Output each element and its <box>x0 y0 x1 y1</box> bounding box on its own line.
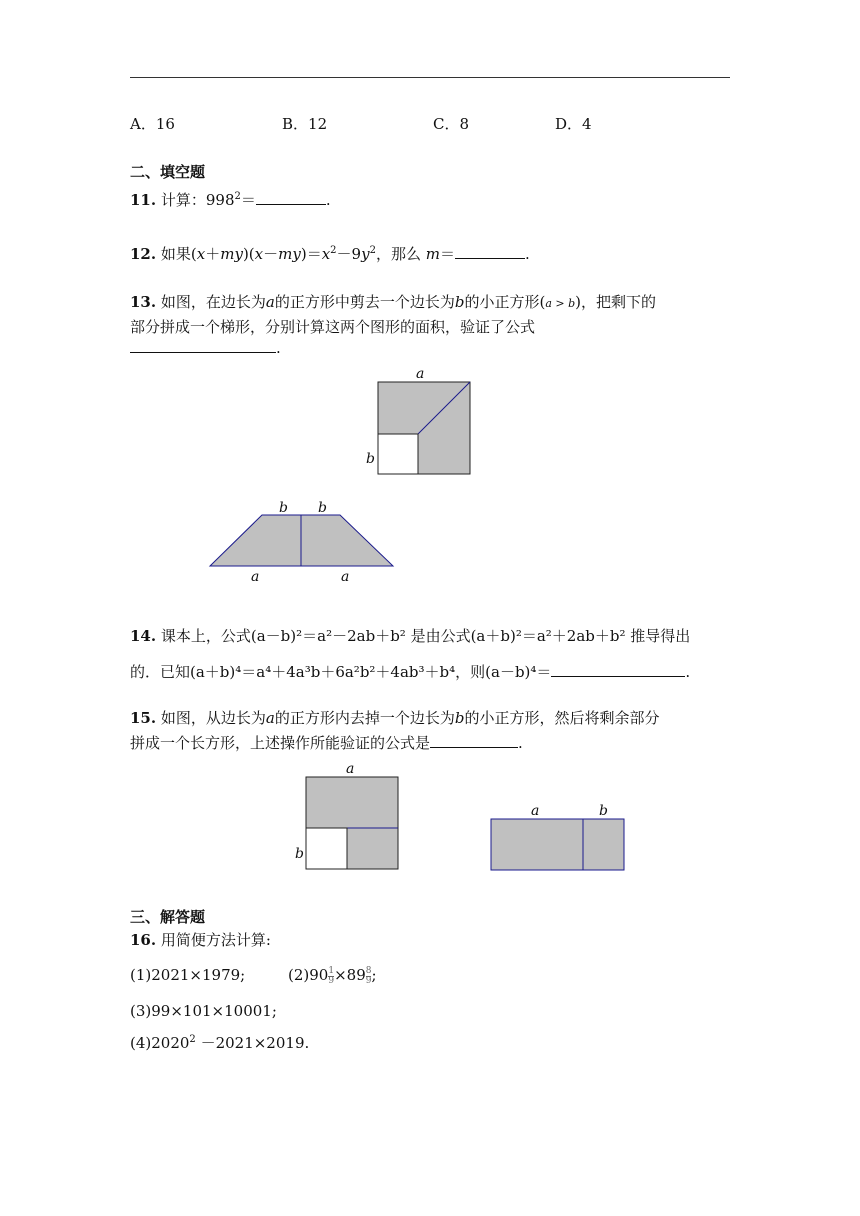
question-14-line1 <box>130 625 690 646</box>
var-m: m <box>425 245 440 263</box>
frac-den: 9 <box>365 975 372 986</box>
frac-num: 8 <box>365 965 372 976</box>
q13-text: 的小正方形( <box>464 293 546 311</box>
section-title-fill-in: 二、填空题 <box>130 163 206 181</box>
q13-text: 的正方形中剪去一个边长为 <box>274 293 455 311</box>
label-a: a <box>346 761 355 777</box>
var-my: my <box>278 245 301 263</box>
q16-part2 <box>288 966 377 986</box>
period: . <box>518 734 523 752</box>
frac-den: 9 <box>328 975 335 986</box>
small-square <box>378 434 418 474</box>
condition: a > b <box>545 297 576 310</box>
question-13-line2: 部分拼成一个梯形，分别计算这两个图形的面积，验证了公式 <box>130 318 536 336</box>
label-b: b <box>599 803 608 819</box>
var-b: b <box>454 709 465 727</box>
label-b1: b <box>279 500 288 516</box>
q16-part4 <box>130 1032 309 1053</box>
label-b: b <box>366 451 375 467</box>
question-number: 14. <box>130 627 157 645</box>
q12-rest: －9 <box>336 245 362 263</box>
var-x: x <box>196 245 206 263</box>
q14-text: 课本上，公式(a－b)²＝a²－2ab＋b² 是由公式(a＋b)²＝a²＋2ab＋b² 推导得出 <box>160 627 691 645</box>
question-number: 12. <box>130 245 157 263</box>
period: . <box>276 339 281 357</box>
option-d: D．4 <box>555 115 592 133</box>
option-b: B．12 <box>282 115 328 133</box>
q12-part: 如果( <box>160 245 197 263</box>
eq: )＝ <box>300 245 322 263</box>
answer-blank <box>551 662 685 677</box>
eq: ＝ <box>439 245 455 263</box>
figure-13-trapezoid <box>200 495 410 587</box>
q16-p2-text: ×89 <box>334 966 366 984</box>
var-x: x <box>321 245 331 263</box>
op: ＋ <box>205 245 221 263</box>
period: . <box>524 245 530 263</box>
header-rule <box>130 77 730 78</box>
option-a: A．16 <box>130 115 175 133</box>
exponent: 2 <box>330 245 337 256</box>
question-16 <box>130 929 271 950</box>
question-15-line2 <box>130 732 523 753</box>
var-a: a <box>265 709 275 727</box>
var-a: a <box>265 293 275 311</box>
label-a2: a <box>341 569 350 585</box>
label-a: a <box>416 366 425 382</box>
q16-part1: (1)2021×1979; <box>130 966 246 984</box>
question-text: 计算：998 <box>160 191 235 209</box>
q16-text: 用简便方法计算: <box>160 931 271 949</box>
answer-blank <box>130 338 276 353</box>
q16-p2-text: (2)90 <box>288 966 329 984</box>
label-b: b <box>295 846 304 862</box>
label-a: a <box>531 803 540 819</box>
var-x: x <box>254 245 264 263</box>
var-my: my <box>220 245 243 263</box>
label-a1: a <box>251 569 260 585</box>
exponent: 2 <box>234 191 241 202</box>
label-b2: b <box>318 500 327 516</box>
period: . <box>325 191 331 209</box>
question-number: 11. <box>130 191 157 209</box>
var-b: b <box>454 293 465 311</box>
paren: )( <box>242 245 255 263</box>
question-13-line3 <box>130 338 281 357</box>
exponent: 2 <box>189 1034 196 1045</box>
q16-part3: (3)99×101×10001; <box>130 1002 277 1020</box>
question-15-line1 <box>130 707 660 728</box>
answer-blank <box>430 733 518 748</box>
question-12 <box>130 243 530 264</box>
q15-text: 如图，从边长为 <box>160 709 266 727</box>
frac-num: 1 <box>328 965 335 976</box>
section-title-answer: 三、解答题 <box>130 908 206 926</box>
figure-15-square <box>290 758 405 874</box>
option-c: C．8 <box>433 115 470 133</box>
equals: ＝ <box>240 191 256 209</box>
q12-tail: ，那么 <box>375 245 426 263</box>
question-number: 15. <box>130 709 157 727</box>
q15-text: 的正方形内去掉一个边长为 <box>274 709 455 727</box>
question-number: 16. <box>130 931 157 949</box>
q13-text: )，把剩下的 <box>575 293 657 311</box>
exponent: 2 <box>369 245 376 256</box>
rectangle <box>491 819 624 870</box>
q15-text: 拼成一个长方形，上述操作所能验证的公式是 <box>130 734 431 752</box>
figure-13-square <box>360 362 490 480</box>
q16-p4-text: －2021×2019. <box>195 1034 310 1052</box>
period: . <box>685 663 691 681</box>
q16-p4-text: (4)2020 <box>130 1034 190 1052</box>
small-square <box>306 828 347 869</box>
answer-blank <box>256 190 326 205</box>
op: － <box>263 245 279 263</box>
answer-blank <box>455 244 525 259</box>
var-y: y <box>361 245 370 263</box>
question-14-line2 <box>130 661 690 682</box>
q15-text: 的小正方形，然后将剩余部分 <box>464 709 660 727</box>
question-13-line1 <box>130 291 656 312</box>
figure-15-rectangle <box>485 800 630 876</box>
question-number: 13. <box>130 293 157 311</box>
question-11 <box>130 189 331 210</box>
q14-text: 的．已知(a＋b)⁴＝a⁴＋4a³b＋6a²b²＋4ab³＋b⁴，则(a－b)⁴＝ <box>130 663 552 681</box>
q16-p2-text: ; <box>371 966 377 984</box>
q13-text: 如图，在边长为 <box>160 293 266 311</box>
